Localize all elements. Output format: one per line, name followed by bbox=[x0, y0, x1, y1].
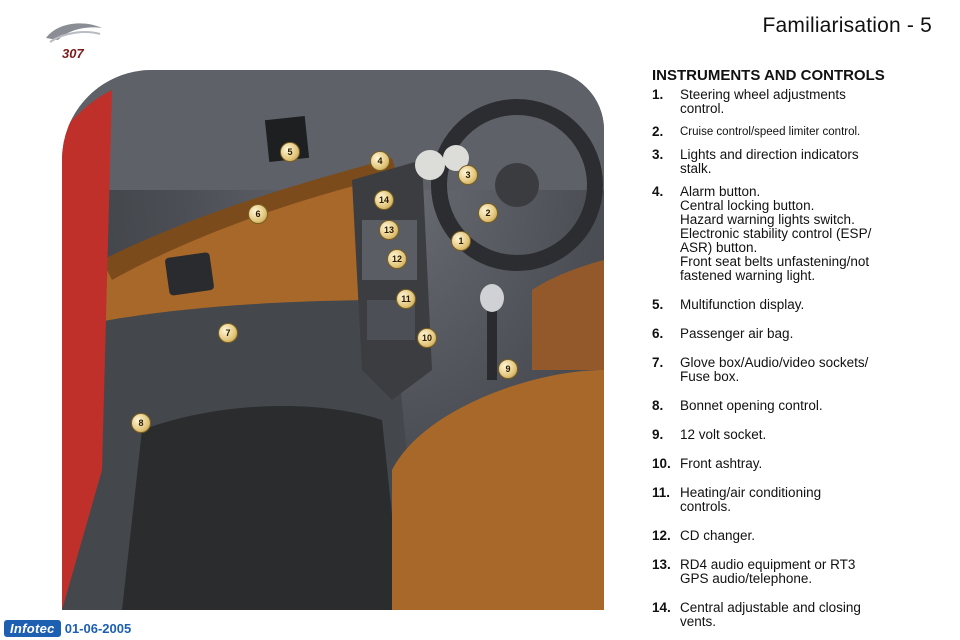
list-item bbox=[652, 298, 917, 312]
list-item bbox=[652, 356, 917, 384]
footer-date: 01-06-2005 bbox=[64, 621, 132, 636]
item-text: 12 volt socket. bbox=[680, 427, 767, 442]
item-number: 5. bbox=[652, 297, 664, 312]
callout-1: 1 bbox=[451, 231, 471, 251]
list-item bbox=[652, 125, 917, 139]
item-text: Glove box/Audio/video sockets/ Fuse box. bbox=[680, 355, 869, 384]
item-number: 9. bbox=[652, 427, 664, 442]
list-item bbox=[652, 185, 917, 283]
item-number: 3. bbox=[652, 147, 664, 162]
item-number: 12. bbox=[652, 528, 671, 543]
callout-5: 5 bbox=[280, 142, 300, 162]
list-item bbox=[652, 148, 917, 176]
item-text: RD4 audio equipment or RT3 GPS audio/telephone. bbox=[680, 557, 856, 586]
list-item bbox=[652, 486, 917, 514]
item-text: CD changer. bbox=[680, 528, 756, 543]
item-number: 11. bbox=[652, 485, 671, 500]
list-item bbox=[652, 399, 917, 413]
section-title: INSTRUMENTS AND CONTROLS bbox=[652, 67, 885, 84]
item-text: Steering wheel adjustments control. bbox=[680, 87, 846, 116]
item-text: Passenger air bag. bbox=[680, 326, 794, 341]
item-text: Lights and direction indicators stalk. bbox=[680, 147, 859, 176]
item-number: 2. bbox=[652, 124, 664, 139]
item-number: 7. bbox=[652, 355, 664, 370]
callout-12: 12 bbox=[387, 249, 407, 269]
infotec-badge: Infotec bbox=[4, 620, 61, 637]
callout-14: 14 bbox=[374, 190, 394, 210]
list-item bbox=[652, 88, 917, 116]
item-text: Multifunction display. bbox=[680, 297, 805, 312]
callout-3: 3 bbox=[458, 165, 478, 185]
callout-10: 10 bbox=[417, 328, 437, 348]
item-text: Bonnet opening control. bbox=[680, 398, 823, 413]
list-item bbox=[652, 327, 917, 341]
peugeot-307-logo bbox=[40, 18, 110, 62]
logo-text: 307 bbox=[62, 46, 84, 61]
callout-13: 13 bbox=[379, 220, 399, 240]
item-number: 8. bbox=[652, 398, 664, 413]
page-title: Familiarisation - 5 bbox=[762, 14, 932, 37]
footer bbox=[4, 620, 131, 637]
callout-6: 6 bbox=[248, 204, 268, 224]
dashboard-photo bbox=[62, 70, 604, 610]
callout-2: 2 bbox=[478, 203, 498, 223]
callout-11: 11 bbox=[396, 289, 416, 309]
item-number: 13. bbox=[652, 557, 671, 572]
item-number: 14. bbox=[652, 600, 671, 615]
item-text: Alarm button. Central locking button. Hazard warning lights switch. Electronic stability control (ESP/ ASR) button. Front seat belts unfastening/not fastened warning light. bbox=[680, 184, 872, 283]
list-item bbox=[652, 457, 917, 471]
callout-8: 8 bbox=[131, 413, 151, 433]
callout-7: 7 bbox=[218, 323, 238, 343]
item-number: 6. bbox=[652, 326, 664, 341]
list-item bbox=[652, 601, 917, 629]
item-text: Front ashtray. bbox=[680, 456, 763, 471]
list-item bbox=[652, 428, 917, 442]
item-number: 10. bbox=[652, 456, 671, 471]
list-item bbox=[652, 529, 917, 543]
controls-list bbox=[652, 88, 917, 629]
item-number: 1. bbox=[652, 87, 664, 102]
callout-9: 9 bbox=[498, 359, 518, 379]
callout-4: 4 bbox=[370, 151, 390, 171]
item-text: Central adjustable and closing vents. bbox=[680, 600, 861, 629]
item-text: Heating/air conditioning controls. bbox=[680, 485, 822, 514]
item-text: Cruise control/speed limiter control. bbox=[680, 126, 861, 138]
item-number: 4. bbox=[652, 184, 664, 199]
list-item bbox=[652, 558, 917, 586]
